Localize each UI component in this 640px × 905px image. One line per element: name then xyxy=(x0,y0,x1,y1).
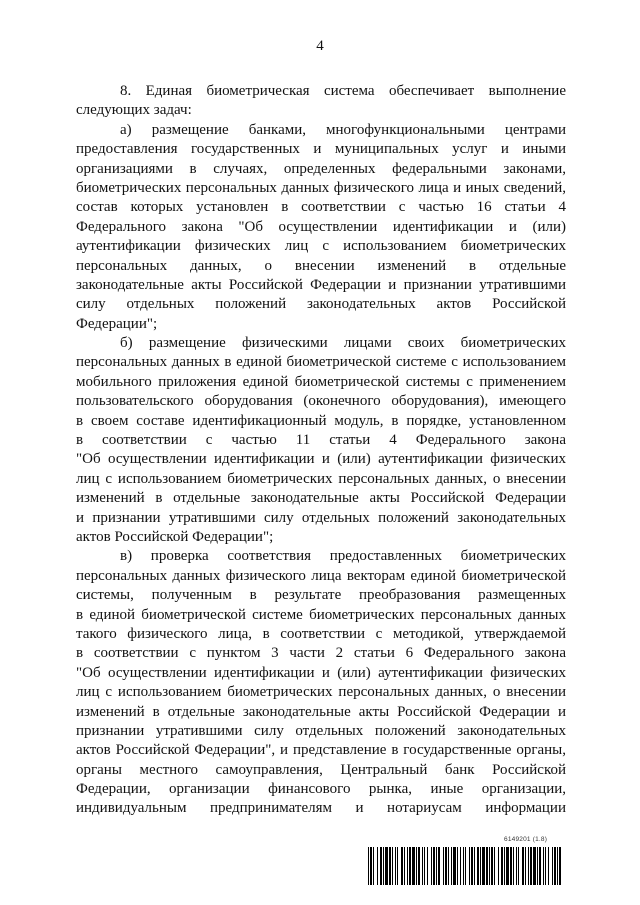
text-line: а) размещение банками, многофункциональными центрами xyxy=(120,121,566,138)
text-line: персональных данных, о внесении изменений в отдельные xyxy=(76,257,566,274)
text-line: пользовательского оборудования (оконечного оборудования), имеющего xyxy=(76,393,566,410)
text-line: в соответствии с частью 11 статьи 4 Федерального закона xyxy=(76,432,566,449)
text-line: законодательные акты Российской Федерации и признании утратившими xyxy=(76,276,566,293)
text-line: аутентификации физических лиц с использованием биометрических xyxy=(76,238,566,255)
document-body xyxy=(76,82,566,819)
text-line: актов Российской Федерации", и представление в государственные органы, xyxy=(76,742,566,759)
text-line: в единой биометрической системе биометрических персональных данных xyxy=(76,606,566,623)
text-line: Федерации, организации финансового рынка, иные организации, xyxy=(76,781,566,798)
barcode xyxy=(368,847,564,885)
text-line: силу отдельных положений законодательных актов Российской xyxy=(76,296,566,313)
text-line: персональных данных физического лица векторам единой биометрической xyxy=(76,567,566,584)
paragraph-v xyxy=(76,547,566,818)
text-line: биометрических персональных данных физического лица и иных сведений, xyxy=(76,179,566,196)
text-line: следующих задач: xyxy=(76,102,192,119)
paragraph-8 xyxy=(76,82,566,121)
text-line: в своем составе идентификационный модуль, в порядке, установленном xyxy=(76,412,566,429)
text-line: в соответствии с пунктом 3 части 2 статьи 6 Федерального закона xyxy=(76,645,566,662)
text-line: системы, полученным в результате преобразования размещенных xyxy=(76,587,566,604)
text-line: организациями в случаях, определенных федеральными законами, xyxy=(76,160,566,177)
text-line: индивидуальным предпринимателям и нотариусам информации xyxy=(76,800,566,817)
document-code: 6149201 (1.8) xyxy=(504,836,548,843)
text-line: такого физического лица, в соответствии с методикой, утверждаемой xyxy=(76,625,566,642)
text-line: лиц с использованием биометрических персональных данных, о внесении xyxy=(76,684,566,701)
text-line: 8. Единая биометрическая система обеспечивает выполнение xyxy=(120,83,566,99)
text-line: "Об осуществлении идентификации и (или) аутентификации физических xyxy=(76,451,566,468)
paragraph-a xyxy=(76,121,566,334)
text-line: признании утратившими силу отдельных положений законодательных xyxy=(76,722,566,739)
text-line: Федерации"; xyxy=(76,315,158,332)
text-line: "Об осуществлении идентификации и (или) аутентификации физических xyxy=(76,664,566,681)
text-line: б) размещение физическими лицами своих биометрических xyxy=(120,335,566,352)
text-line: органы местного самоуправления, Центральный банк Российской xyxy=(76,761,566,778)
text-line: изменений в отдельные законодательные акты Российской Федерации xyxy=(76,490,566,507)
text-line: мобильного приложения единой биометрической системы с применением xyxy=(76,373,566,390)
page-number: 4 xyxy=(316,38,324,54)
text-line: в) проверка соответствия предоставленных биометрических xyxy=(120,548,566,565)
text-line: предоставления государственных и муниципальных услуг и иными xyxy=(76,141,566,158)
text-line: состав которых установлен в соответствии с частью 16 статьи 4 xyxy=(76,199,566,216)
text-line: актов Российской Федерации"; xyxy=(76,528,274,545)
text-line: и признании утратившими силу отдельных положений законодательных xyxy=(76,509,566,526)
text-line: лиц с использованием биометрических персональных данных, о внесении xyxy=(76,470,566,487)
paragraph-b xyxy=(76,334,566,547)
text-line: Федерального закона "Об осуществлении идентификации и (или) xyxy=(76,218,566,235)
text-line: персональных данных в единой биометрической системе с использованием xyxy=(76,354,566,371)
text-line: изменений в отдельные законодательные акты Российской Федерации и xyxy=(76,703,566,720)
